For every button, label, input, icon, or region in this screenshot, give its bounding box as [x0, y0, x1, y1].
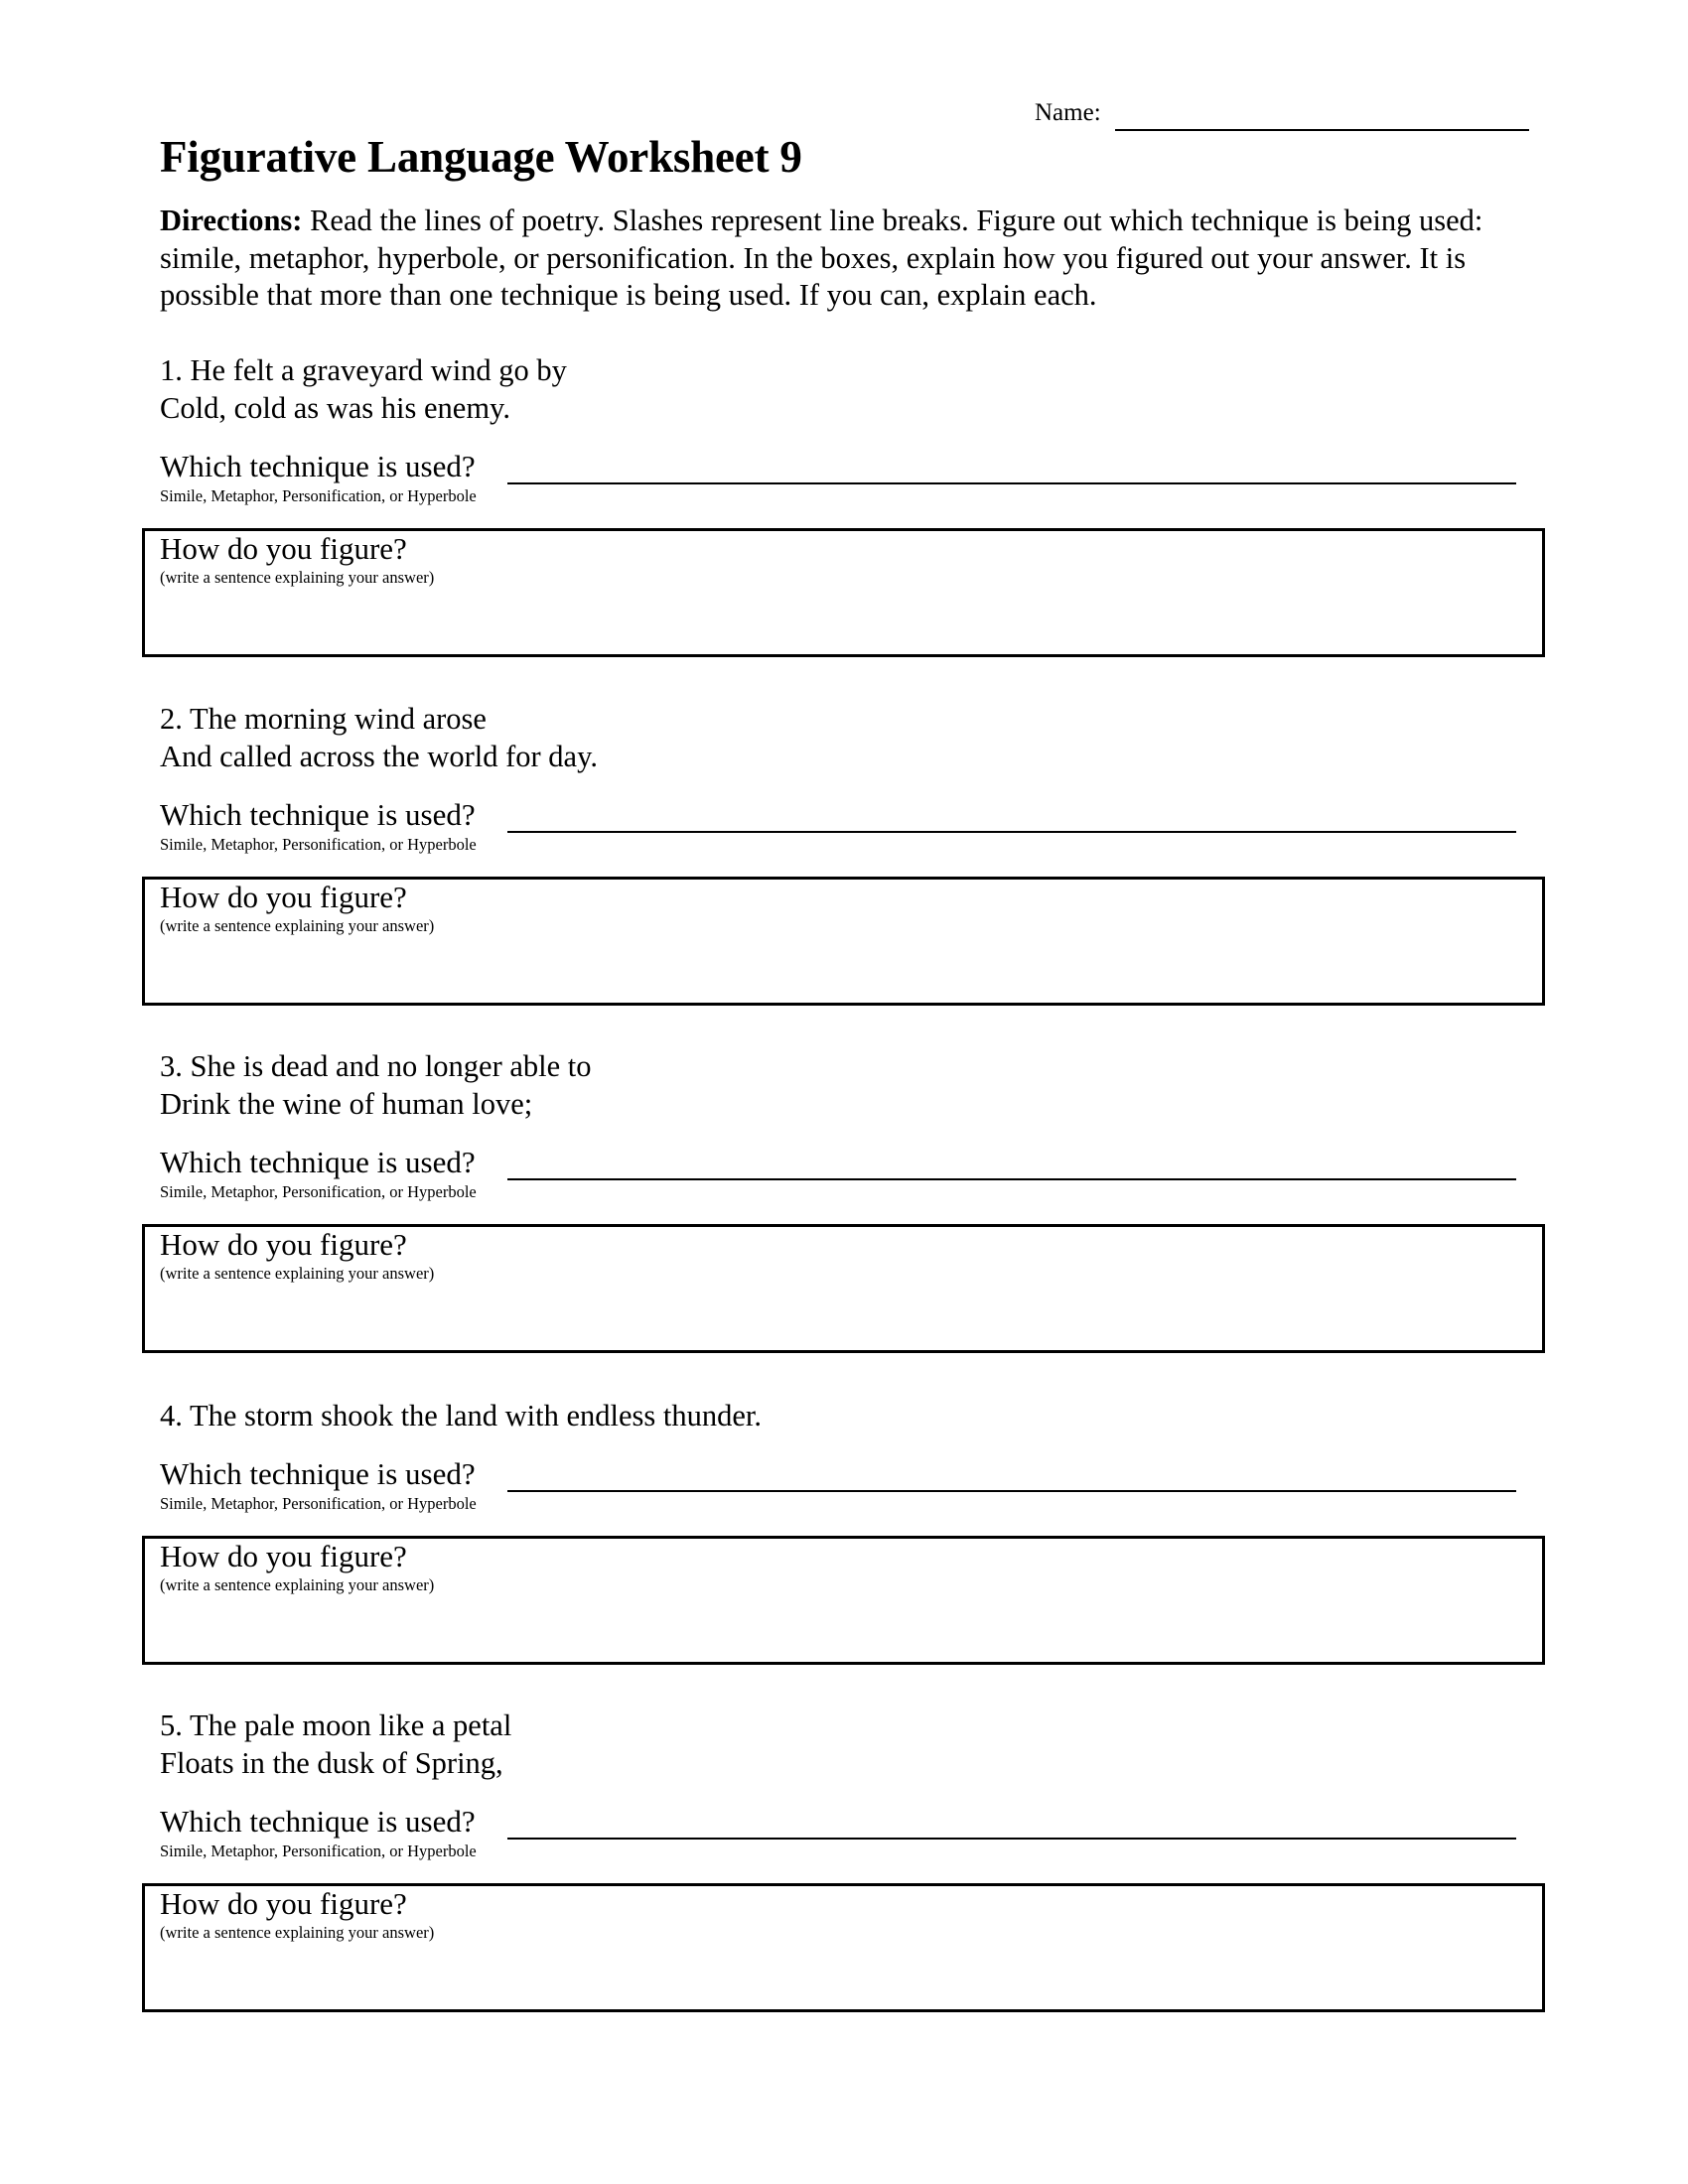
poem-line: 5. The pale moon like a petal	[160, 1708, 512, 1742]
poem-excerpt	[160, 1359, 1451, 1434]
poem-line: 2. The morning wind arose	[160, 702, 487, 736]
technique-prompt: Which technique is used?	[160, 1804, 476, 1839]
name-field-group	[1035, 99, 1531, 133]
poem-line: 3. She is dead and no longer able to	[160, 1049, 592, 1083]
explanation-prompt: How do you figure?	[160, 1886, 407, 1921]
poem-line: 1. He felt a graveyard wind go by	[160, 353, 567, 387]
technique-answer-line[interactable]	[507, 1490, 1516, 1492]
explanation-hint: (write a sentence explaining your answer)	[160, 916, 435, 935]
technique-hint: Simile, Metaphor, Personification, or Hyperbole	[160, 1182, 477, 1201]
technique-prompt: Which technique is used?	[160, 1145, 476, 1179]
technique-hint: Simile, Metaphor, Personification, or Hyperbole	[160, 835, 477, 854]
poem-excerpt	[160, 1706, 1451, 1782]
directions	[160, 203, 1530, 315]
poem-line: And called across the world for day.	[160, 740, 598, 773]
explanation-box[interactable]	[142, 1536, 1545, 1665]
explanation-hint: (write a sentence explaining your answer)	[160, 1264, 435, 1283]
directions-label: Directions:	[160, 204, 303, 237]
name-input-line[interactable]	[1115, 129, 1529, 131]
poem-excerpt	[160, 351, 1451, 427]
explanation-box[interactable]	[142, 1224, 1545, 1353]
question-3	[142, 1047, 1547, 1355]
technique-answer-line[interactable]	[507, 1178, 1516, 1180]
explanation-hint: (write a sentence explaining your answer)	[160, 1575, 435, 1594]
question-4	[142, 1359, 1547, 1667]
question-1	[142, 351, 1547, 659]
page-title: Figurative Language Worksheet 9	[160, 132, 802, 182]
question-5	[142, 1706, 1547, 2014]
technique-prompt: Which technique is used?	[160, 797, 476, 832]
explanation-hint: (write a sentence explaining your answer)	[160, 568, 435, 587]
directions-text: Read the lines of poetry. Slashes represent line breaks. Figure out which technique is being used: simile, metaphor, hyperbole, or personification. In the boxes, explain how you figured out your answer. It is possible that more than one technique is being used. If you can, explain each.	[160, 204, 1483, 312]
technique-answer-line[interactable]	[507, 831, 1516, 833]
poem-excerpt	[160, 700, 1451, 775]
name-label: Name:	[1035, 99, 1101, 126]
technique-answer-line[interactable]	[507, 1838, 1516, 1840]
explanation-prompt: How do you figure?	[160, 531, 407, 566]
poem-line: Floats in the dusk of Spring,	[160, 1746, 503, 1780]
poem-line: Drink the wine of human love;	[160, 1087, 533, 1121]
question-2	[142, 700, 1547, 1008]
explanation-hint: (write a sentence explaining your answer)	[160, 1923, 435, 1942]
explanation-prompt: How do you figure?	[160, 1227, 407, 1262]
technique-prompt: Which technique is used?	[160, 449, 476, 483]
technique-prompt: Which technique is used?	[160, 1456, 476, 1491]
technique-hint: Simile, Metaphor, Personification, or Hyperbole	[160, 1494, 477, 1513]
explanation-box[interactable]	[142, 528, 1545, 657]
poem-line: 4. The storm shook the land with endless thunder.	[160, 1399, 762, 1433]
technique-hint: Simile, Metaphor, Personification, or Hyperbole	[160, 1842, 477, 1860]
technique-answer-line[interactable]	[507, 482, 1516, 484]
poem-line: Cold, cold as was his enemy.	[160, 391, 510, 425]
technique-hint: Simile, Metaphor, Personification, or Hyperbole	[160, 486, 477, 505]
explanation-box[interactable]	[142, 877, 1545, 1006]
poem-excerpt	[160, 1047, 1451, 1123]
explanation-prompt: How do you figure?	[160, 1539, 407, 1573]
explanation-box[interactable]	[142, 1883, 1545, 2012]
explanation-prompt: How do you figure?	[160, 880, 407, 914]
